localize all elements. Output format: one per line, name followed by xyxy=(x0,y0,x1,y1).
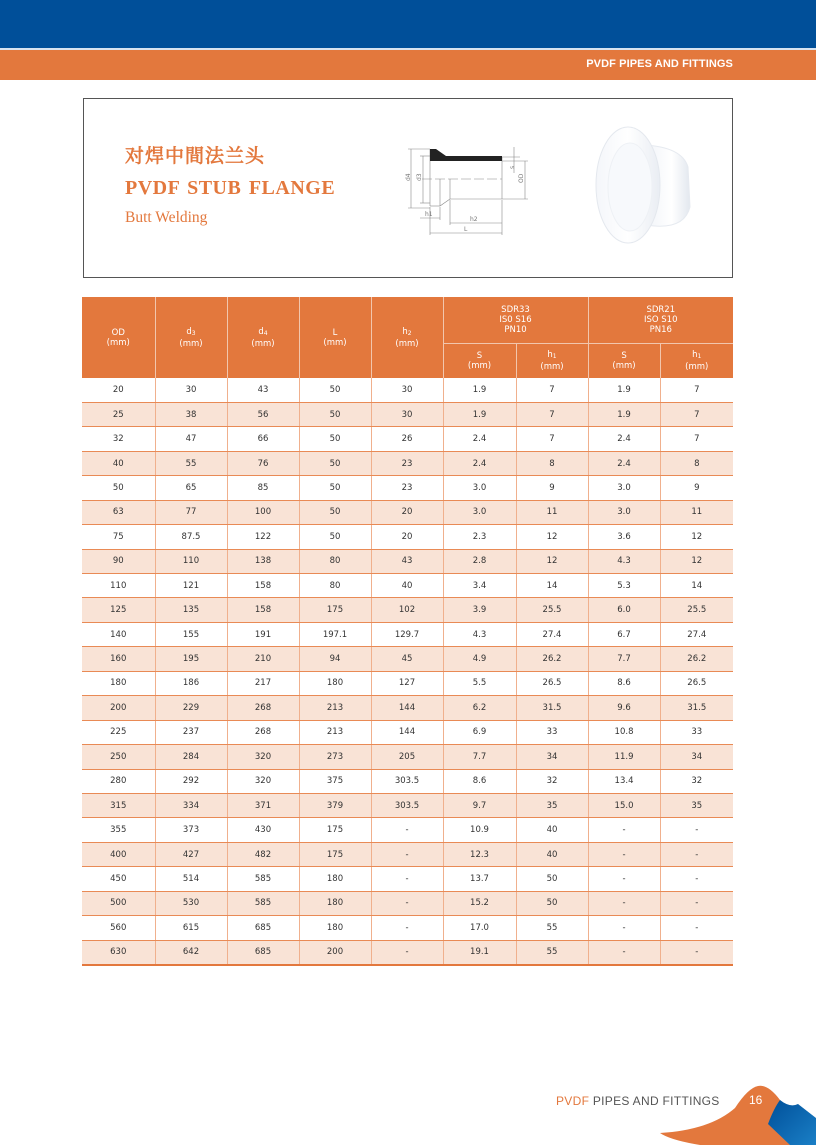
cell-od: 500 xyxy=(82,891,155,915)
cell-h1-sdr21: 26.5 xyxy=(660,671,733,695)
cell-od: 140 xyxy=(82,622,155,646)
cell-d4: 43 xyxy=(227,378,299,402)
label-s: s xyxy=(509,165,516,169)
cell-l: 80 xyxy=(299,549,371,573)
cell-d3: 47 xyxy=(155,427,227,451)
cell-s-sdr33: 12.3 xyxy=(443,842,516,866)
cell-l: 180 xyxy=(299,916,371,940)
cell-s-sdr33: 2.3 xyxy=(443,525,516,549)
table-row xyxy=(82,549,733,573)
cell-l: 180 xyxy=(299,891,371,915)
cell-d4: 268 xyxy=(227,696,299,720)
cell-h2: - xyxy=(371,916,443,940)
product-subtitle: Butt Welding xyxy=(125,209,208,226)
cell-l: 50 xyxy=(299,500,371,524)
table-row xyxy=(82,598,733,622)
cell-l: 175 xyxy=(299,842,371,866)
cell-s-sdr33: 3.0 xyxy=(443,500,516,524)
cell-h1-sdr33: 9 xyxy=(516,476,588,500)
cell-s-sdr21: 15.0 xyxy=(588,793,660,817)
cell-h2: 129.7 xyxy=(371,622,443,646)
cell-d3: 229 xyxy=(155,696,227,720)
footer-brand-accent: PVDF xyxy=(556,1094,590,1108)
cell-d3: 284 xyxy=(155,745,227,769)
table-row xyxy=(82,916,733,940)
cell-h1-sdr33: 31.5 xyxy=(516,696,588,720)
cell-d4: 76 xyxy=(227,451,299,475)
cell-h2: 303.5 xyxy=(371,769,443,793)
cell-h1-sdr33: 12 xyxy=(516,549,588,573)
col-header-s-sdr33: S (mm) xyxy=(443,343,516,378)
cell-l: 50 xyxy=(299,402,371,426)
cell-d3: 292 xyxy=(155,769,227,793)
cell-s-sdr21: 6.0 xyxy=(588,598,660,622)
header-blue-band xyxy=(0,0,816,48)
cell-s-sdr21: 1.9 xyxy=(588,402,660,426)
cell-l: 379 xyxy=(299,793,371,817)
table-row xyxy=(82,525,733,549)
cell-l: 50 xyxy=(299,525,371,549)
table-row xyxy=(82,745,733,769)
cell-h1-sdr33: 8 xyxy=(516,451,588,475)
cell-od: 450 xyxy=(82,867,155,891)
cell-od: 25 xyxy=(82,402,155,426)
cell-d4: 56 xyxy=(227,402,299,426)
cell-l: 180 xyxy=(299,671,371,695)
cell-l: 180 xyxy=(299,867,371,891)
label-d3: d3 xyxy=(416,173,423,181)
cell-od: 32 xyxy=(82,427,155,451)
cell-h2: - xyxy=(371,940,443,964)
cell-h2: - xyxy=(371,842,443,866)
cell-h1-sdr21: - xyxy=(660,867,733,891)
cell-h1-sdr21: 27.4 xyxy=(660,622,733,646)
cell-s-sdr33: 6.2 xyxy=(443,696,516,720)
cell-h1-sdr33: 11 xyxy=(516,500,588,524)
cell-h1-sdr21: 8 xyxy=(660,451,733,475)
cell-d3: 427 xyxy=(155,842,227,866)
cell-l: 213 xyxy=(299,696,371,720)
cell-h1-sdr21: 12 xyxy=(660,549,733,573)
cell-h2: 20 xyxy=(371,500,443,524)
cell-s-sdr33: 8.6 xyxy=(443,769,516,793)
cell-od: 180 xyxy=(82,671,155,695)
cell-s-sdr21: 10.8 xyxy=(588,720,660,744)
cell-h1-sdr21: 33 xyxy=(660,720,733,744)
cell-s-sdr21: 4.3 xyxy=(588,549,660,573)
cell-h1-sdr33: 26.5 xyxy=(516,671,588,695)
cell-d3: 642 xyxy=(155,940,227,964)
group-header-sdr21: SDR21 ISO S10 PN16 xyxy=(588,297,733,343)
cell-d3: 334 xyxy=(155,793,227,817)
cell-s-sdr33: 1.9 xyxy=(443,402,516,426)
cell-s-sdr33: 1.9 xyxy=(443,378,516,402)
table-row xyxy=(82,818,733,842)
cell-h1-sdr33: 55 xyxy=(516,916,588,940)
cell-s-sdr21: - xyxy=(588,916,660,940)
cell-h1-sdr21: 31.5 xyxy=(660,696,733,720)
cell-l: 80 xyxy=(299,574,371,598)
cell-d3: 77 xyxy=(155,500,227,524)
cell-s-sdr33: 2.8 xyxy=(443,549,516,573)
cell-d4: 85 xyxy=(227,476,299,500)
cell-h1-sdr21: - xyxy=(660,916,733,940)
cell-d4: 320 xyxy=(227,745,299,769)
cell-l: 50 xyxy=(299,378,371,402)
cell-h2: 30 xyxy=(371,378,443,402)
table-row xyxy=(82,720,733,744)
cell-l: 50 xyxy=(299,451,371,475)
cell-s-sdr33: 19.1 xyxy=(443,940,516,964)
table-row xyxy=(82,769,733,793)
footer-wave-decoration xyxy=(640,1078,816,1145)
label-d4: d4 xyxy=(405,173,412,181)
cell-d4: 100 xyxy=(227,500,299,524)
cell-l: 50 xyxy=(299,476,371,500)
cell-h1-sdr21: 7 xyxy=(660,402,733,426)
cell-s-sdr21: 5.3 xyxy=(588,574,660,598)
cell-h1-sdr21: - xyxy=(660,940,733,964)
cell-d3: 237 xyxy=(155,720,227,744)
cell-d3: 110 xyxy=(155,549,227,573)
cell-s-sdr21: - xyxy=(588,842,660,866)
cell-d3: 514 xyxy=(155,867,227,891)
cell-s-sdr33: 15.2 xyxy=(443,891,516,915)
cell-d4: 191 xyxy=(227,622,299,646)
table-row xyxy=(82,647,733,671)
table-row xyxy=(82,671,733,695)
cell-h2: 40 xyxy=(371,574,443,598)
cell-h1-sdr33: 50 xyxy=(516,867,588,891)
table-row xyxy=(82,940,733,964)
table-row xyxy=(82,622,733,646)
cell-d3: 38 xyxy=(155,402,227,426)
cell-od: 160 xyxy=(82,647,155,671)
cell-h2: 43 xyxy=(371,549,443,573)
table-row xyxy=(82,451,733,475)
page-number: 16 xyxy=(749,1093,763,1107)
cell-h2: 205 xyxy=(371,745,443,769)
cell-d3: 530 xyxy=(155,891,227,915)
cell-h1-sdr21: 14 xyxy=(660,574,733,598)
cell-d3: 615 xyxy=(155,916,227,940)
cell-s-sdr21: 3.0 xyxy=(588,476,660,500)
cell-s-sdr21: 3.0 xyxy=(588,500,660,524)
label-l: L xyxy=(464,226,468,233)
cell-s-sdr21: 13.4 xyxy=(588,769,660,793)
table-row xyxy=(82,574,733,598)
cell-h2: 26 xyxy=(371,427,443,451)
cell-od: 225 xyxy=(82,720,155,744)
cell-d4: 210 xyxy=(227,647,299,671)
cell-l: 197.1 xyxy=(299,622,371,646)
cell-s-sdr21: - xyxy=(588,867,660,891)
cell-s-sdr33: 9.7 xyxy=(443,793,516,817)
cell-h1-sdr21: 26.2 xyxy=(660,647,733,671)
col-header-d3: d3 (mm) xyxy=(155,297,227,378)
cell-h1-sdr33: 34 xyxy=(516,745,588,769)
cell-l: 175 xyxy=(299,598,371,622)
cell-l: 200 xyxy=(299,940,371,964)
cell-h2: 23 xyxy=(371,476,443,500)
cell-h1-sdr33: 14 xyxy=(516,574,588,598)
cell-s-sdr33: 17.0 xyxy=(443,916,516,940)
cell-s-sdr33: 3.4 xyxy=(443,574,516,598)
cell-h1-sdr33: 27.4 xyxy=(516,622,588,646)
cell-od: 315 xyxy=(82,793,155,817)
cell-h1-sdr33: 35 xyxy=(516,793,588,817)
cell-od: 400 xyxy=(82,842,155,866)
product-title-chinese: 对焊中間法兰头 xyxy=(125,145,266,167)
cell-h1-sdr33: 7 xyxy=(516,402,588,426)
cell-h1-sdr21: 7 xyxy=(660,378,733,402)
cell-d4: 585 xyxy=(227,891,299,915)
label-od: OD xyxy=(518,173,525,183)
cell-d4: 430 xyxy=(227,818,299,842)
table-row xyxy=(82,891,733,915)
cell-l: 94 xyxy=(299,647,371,671)
cell-h1-sdr21: - xyxy=(660,818,733,842)
cell-od: 75 xyxy=(82,525,155,549)
section-title: PVDF PIPES AND FITTINGS xyxy=(586,58,733,70)
cell-s-sdr33: 2.4 xyxy=(443,427,516,451)
cell-h1-sdr21: 7 xyxy=(660,427,733,451)
table-row xyxy=(82,378,733,402)
cell-d3: 373 xyxy=(155,818,227,842)
cell-od: 560 xyxy=(82,916,155,940)
cell-s-sdr21: 11.9 xyxy=(588,745,660,769)
cell-d3: 186 xyxy=(155,671,227,695)
cell-h1-sdr33: 55 xyxy=(516,940,588,964)
cell-h1-sdr21: 12 xyxy=(660,525,733,549)
table-row xyxy=(82,402,733,426)
header-orange-band xyxy=(0,50,816,80)
col-header-od: OD (mm) xyxy=(82,297,155,378)
cell-h1-sdr33: 25.5 xyxy=(516,598,588,622)
table-row xyxy=(82,793,733,817)
spec-table-body xyxy=(82,378,733,965)
cell-s-sdr33: 4.9 xyxy=(443,647,516,671)
cell-l: 175 xyxy=(299,818,371,842)
cell-od: 63 xyxy=(82,500,155,524)
cell-od: 110 xyxy=(82,574,155,598)
cell-h1-sdr33: 7 xyxy=(516,427,588,451)
cell-h1-sdr33: 32 xyxy=(516,769,588,793)
cell-s-sdr21: 1.9 xyxy=(588,378,660,402)
cell-d3: 135 xyxy=(155,598,227,622)
table-row xyxy=(82,842,733,866)
table-row xyxy=(82,500,733,524)
cell-d3: 65 xyxy=(155,476,227,500)
cell-d4: 482 xyxy=(227,842,299,866)
cell-s-sdr33: 2.4 xyxy=(443,451,516,475)
cell-h1-sdr21: 35 xyxy=(660,793,733,817)
cell-h2: 144 xyxy=(371,720,443,744)
cell-d4: 268 xyxy=(227,720,299,744)
cell-d4: 217 xyxy=(227,671,299,695)
label-h1: h1 xyxy=(425,211,433,218)
cell-d3: 121 xyxy=(155,574,227,598)
cell-d3: 87.5 xyxy=(155,525,227,549)
cell-s-sdr21: - xyxy=(588,891,660,915)
cell-h2: 102 xyxy=(371,598,443,622)
cell-s-sdr33: 10.9 xyxy=(443,818,516,842)
table-row xyxy=(82,427,733,451)
cell-s-sdr21: 3.6 xyxy=(588,525,660,549)
cell-d4: 138 xyxy=(227,549,299,573)
cell-h2: - xyxy=(371,867,443,891)
cell-d4: 158 xyxy=(227,598,299,622)
cell-h1-sdr21: 9 xyxy=(660,476,733,500)
cell-d3: 30 xyxy=(155,378,227,402)
cell-h2: 30 xyxy=(371,402,443,426)
col-header-d4: d4 (mm) xyxy=(227,297,299,378)
table-row xyxy=(82,867,733,891)
cell-od: 355 xyxy=(82,818,155,842)
cell-d3: 155 xyxy=(155,622,227,646)
cell-h2: 127 xyxy=(371,671,443,695)
cell-s-sdr21: 6.7 xyxy=(588,622,660,646)
col-header-l: L (mm) xyxy=(299,297,371,378)
cell-od: 90 xyxy=(82,549,155,573)
table-row xyxy=(82,696,733,720)
product-title-box xyxy=(83,98,733,278)
product-title-english: PVDF STUB FLANGE xyxy=(125,177,336,199)
cell-d4: 685 xyxy=(227,940,299,964)
cell-h1-sdr33: 33 xyxy=(516,720,588,744)
cell-h1-sdr21: - xyxy=(660,891,733,915)
col-header-h2: h2 (mm) xyxy=(371,297,443,378)
cell-s-sdr33: 4.3 xyxy=(443,622,516,646)
cell-s-sdr33: 3.0 xyxy=(443,476,516,500)
cell-od: 280 xyxy=(82,769,155,793)
cell-h2: 20 xyxy=(371,525,443,549)
cell-l: 273 xyxy=(299,745,371,769)
cell-l: 375 xyxy=(299,769,371,793)
cell-h1-sdr33: 26.2 xyxy=(516,647,588,671)
cell-od: 40 xyxy=(82,451,155,475)
label-h2: h2 xyxy=(470,216,478,223)
cell-d3: 55 xyxy=(155,451,227,475)
col-header-h1-sdr33: h1 (mm) xyxy=(516,343,588,378)
table-row xyxy=(82,476,733,500)
cell-h1-sdr33: 12 xyxy=(516,525,588,549)
cell-d4: 685 xyxy=(227,916,299,940)
cell-s-sdr33: 5.5 xyxy=(443,671,516,695)
cell-d4: 66 xyxy=(227,427,299,451)
cell-h1-sdr21: - xyxy=(660,842,733,866)
cell-s-sdr21: 7.7 xyxy=(588,647,660,671)
cell-h1-sdr33: 40 xyxy=(516,818,588,842)
cell-s-sdr33: 7.7 xyxy=(443,745,516,769)
col-header-s-sdr21: S (mm) xyxy=(588,343,660,378)
cell-d4: 122 xyxy=(227,525,299,549)
cell-od: 20 xyxy=(82,378,155,402)
cell-h1-sdr21: 25.5 xyxy=(660,598,733,622)
cell-d3: 195 xyxy=(155,647,227,671)
cell-h2: 23 xyxy=(371,451,443,475)
cell-h1-sdr21: 11 xyxy=(660,500,733,524)
cell-od: 125 xyxy=(82,598,155,622)
cell-h2: - xyxy=(371,818,443,842)
cell-h1-sdr33: 40 xyxy=(516,842,588,866)
cell-h1-sdr21: 34 xyxy=(660,745,733,769)
cell-h2: 144 xyxy=(371,696,443,720)
cell-s-sdr33: 13.7 xyxy=(443,867,516,891)
cell-d4: 585 xyxy=(227,867,299,891)
cell-d4: 371 xyxy=(227,793,299,817)
cell-od: 50 xyxy=(82,476,155,500)
group-header-sdr33: SDR33 IS0 S16 PN10 xyxy=(443,297,588,343)
cell-s-sdr21: 2.4 xyxy=(588,427,660,451)
cell-s-sdr21: - xyxy=(588,818,660,842)
stub-flange-photo xyxy=(574,107,734,267)
cell-s-sdr21: 8.6 xyxy=(588,671,660,695)
cell-h1-sdr21: 32 xyxy=(660,769,733,793)
cell-od: 200 xyxy=(82,696,155,720)
cell-s-sdr21: - xyxy=(588,940,660,964)
cell-od: 250 xyxy=(82,745,155,769)
cell-l: 50 xyxy=(299,427,371,451)
cell-s-sdr33: 3.9 xyxy=(443,598,516,622)
cell-d4: 320 xyxy=(227,769,299,793)
cell-od: 630 xyxy=(82,940,155,964)
cell-l: 213 xyxy=(299,720,371,744)
footer-brand-rest: PIPES AND FITTINGS xyxy=(589,1094,720,1108)
cell-h2: 303.5 xyxy=(371,793,443,817)
spec-table xyxy=(82,297,733,966)
cell-d4: 158 xyxy=(227,574,299,598)
dimension-diagram xyxy=(402,145,532,237)
cell-s-sdr21: 9.6 xyxy=(588,696,660,720)
cell-h1-sdr33: 7 xyxy=(516,378,588,402)
cell-h2: - xyxy=(371,891,443,915)
col-header-h1-sdr21: h1 (mm) xyxy=(660,343,733,378)
cell-h1-sdr33: 50 xyxy=(516,891,588,915)
cell-s-sdr33: 6.9 xyxy=(443,720,516,744)
cell-s-sdr21: 2.4 xyxy=(588,451,660,475)
cell-h2: 45 xyxy=(371,647,443,671)
